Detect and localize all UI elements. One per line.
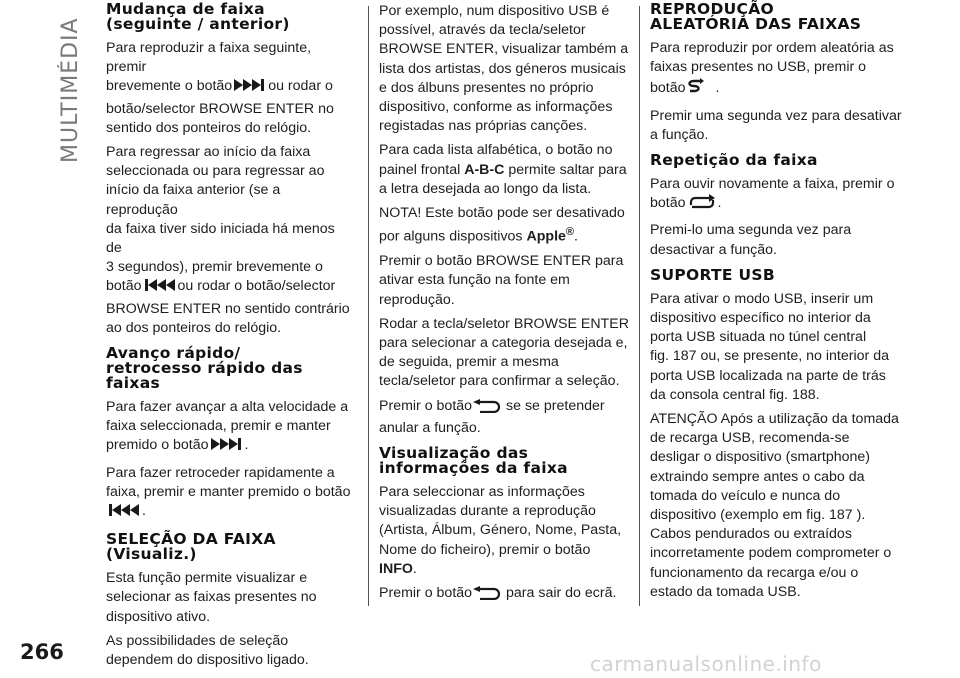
back-return-icon — [472, 399, 502, 419]
apple-brand: Apple — [526, 228, 566, 245]
registered-mark: ® — [565, 226, 575, 239]
paragraph-repeat-disable: Premi-lo uma segunda vez para desactivar a função. — [650, 222, 852, 258]
paragraph-fast-forward: Para fazer avançar a alta velocidade a faixa seleccionada, premir e manter premido o botão . — [106, 398, 354, 459]
heading-track-change: Mudança de faixa (seguinte / anterior) — [106, 0, 290, 33]
heading-shuffle: REPRODUÇÃO ALEATÓRIA DAS FAIXAS — [650, 0, 862, 33]
previous-track-icon — [142, 277, 178, 299]
column-divider — [368, 6, 369, 606]
paragraph-selection-intro: Esta função permite visualizar e selecionar as faixas presentes no dispositivo ativo. — [106, 570, 317, 625]
previous-track-icon — [106, 502, 142, 524]
column-3 — [650, 2, 902, 607]
info-key-label: INFO — [379, 560, 413, 577]
paragraph-info-button: Para seleccionar as informações visualizadas durante a reprodução (Artista, Álbum, Género, Nome, Pasta, Nome do ficheiro), premir o botão INFO. — [379, 484, 622, 577]
watermark: carmanualsonline.info — [590, 652, 822, 676]
heading-usb-support: SUPORTE USB — [650, 265, 775, 284]
paragraph-previous-track: Para regressar ao início da faixa seleccionada ou para regressar ao início da faixa anterior (se a reprodução da faixa tiver sido iniciada há menos de 3 segundos), premir brevemente o botão ou rodar o botão/selector BROWSE ENTER no sentido contrário ao dos ponteiros do relógio. — [106, 144, 350, 336]
paragraph-browse-enter-select: Rodar a tecla/seletor BROWSE ENTER para selecionar a categoria desejada e, de seguida, premir a mesma tecla/seletor para confirmar a seleção. — [379, 315, 629, 390]
paragraph-usb-example: Por exemplo, num dispositivo USB é possível, através da tecla/seletor BROWSE ENTER, visualizar também a lista dos artistas, dos géneros musicais e dos álbuns presentes no próprio dispositivo, conforme as informações registadas nas próprias canções. — [379, 3, 629, 135]
paragraph-rewind: Para fazer retroceder rapidamente a faixa, premir e manter premido o botão . — [106, 464, 354, 525]
paragraph-shuffle-disable: Premir uma segunda vez para desativar a função. — [650, 107, 902, 143]
abc-key-label: A-B-C — [464, 161, 505, 178]
section-tab-label: MULTIMÉDIA — [58, 17, 83, 163]
paragraph-browse-enter-activate: Premir o botão BROWSE ENTER para ativar esta função na fonte em reprodução. — [379, 253, 624, 308]
back-return-icon — [472, 586, 502, 606]
heading-repeat: Repetição da faixa — [650, 151, 818, 170]
next-track-icon — [209, 436, 245, 458]
paragraph-shuffle: Para reproduzir por ordem aleatória as faixas presentes no USB, premir o botão . — [650, 39, 902, 102]
heading-track-selection: SELEÇÃO DA FAIXA (Visualiz.) — [106, 530, 276, 564]
paragraph-repeat: Para ouvir novamente a faixa, premir o botão . — [650, 175, 902, 216]
heading-track-info: Visualização das informações da faixa — [379, 444, 568, 477]
paragraph-exit-screen: Premir o botão para sair do ecrã. — [379, 584, 629, 606]
column-2 — [379, 2, 629, 611]
paragraph-cancel-function: Premir o botão se se pretender anular a função. — [379, 397, 605, 436]
shuffle-icon — [686, 77, 716, 101]
repeat-icon — [686, 194, 718, 216]
paragraph-apple-note: NOTA! Este botão pode ser desativado por alguns dispositivos Apple®. — [379, 205, 625, 245]
paragraph-usb-mode: Para ativar o modo USB, inserir um dispositivo específico no interior da porta USB situada no túnel central fig. 187 ou, se presente, no interior da porta USB localizada na parte de trás da consola central fig. 188. — [650, 290, 889, 403]
paragraph-abc-button: Para cada lista alfabética, o botão no painel frontal A-B-C permite saltar para a letra desejada ao longo da lista. — [379, 142, 627, 197]
next-track-icon — [232, 77, 268, 99]
page-number: 266 — [20, 640, 64, 664]
paragraph-selection-options: As possibilidades de seleção dependem do dispositivo ligado. — [106, 632, 309, 669]
heading-fast-forward: Avanço rápido/ retrocesso rápido das faixas — [106, 344, 303, 393]
paragraph-next-track: Para reproduzir a faixa seguinte, premir brevemente o botão ou rodar o botão/selector BROWSE ENTER no sentido dos ponteiros do relógio. — [106, 40, 334, 136]
column-1 — [106, 2, 354, 675]
paragraph-usb-warning: ATENÇÃO Após a utilização da tomada de recarga USB, recomenda-se desligar o dispositivo (smartphone) extraindo sempre antes o cabo da tomada do veículo e nunca do dispositivo (exemplo em fig. 187 ). Cabos pendurados ou extraídos incorretamente podem comprometer o funcionamento da recarga e/ou o estado da tomada USB. — [650, 411, 899, 600]
column-divider — [639, 6, 640, 606]
